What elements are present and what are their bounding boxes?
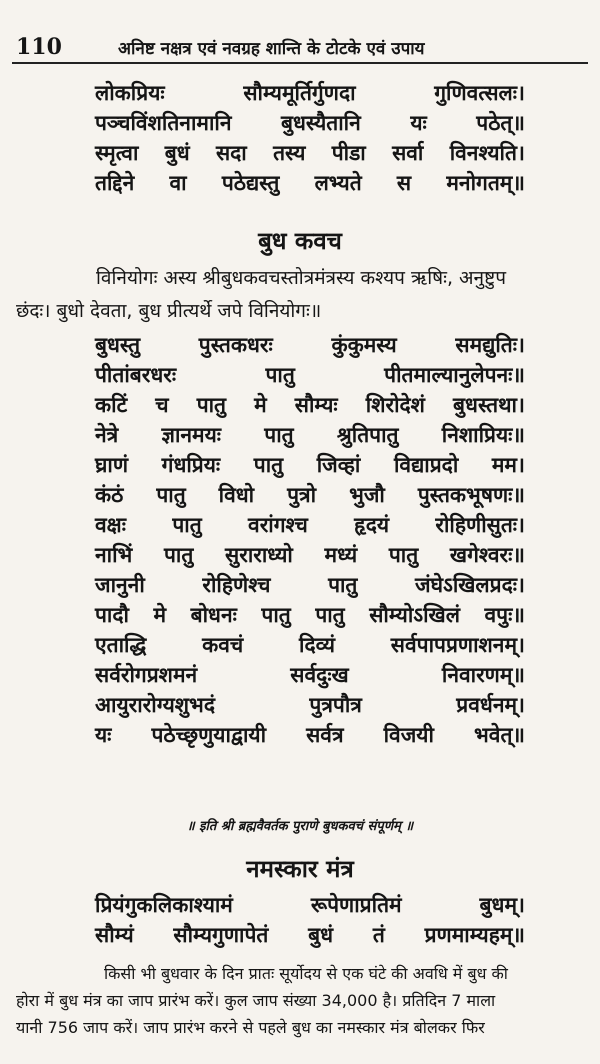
verse-word: कवचं: [202, 633, 244, 657]
verse-line: [95, 720, 525, 750]
verse-line: [95, 78, 525, 108]
verse-word: पठेत्॥: [476, 111, 525, 135]
verse-word: कंठं: [95, 483, 124, 507]
instructions-line-2: होरा में बुध मंत्र का जाप प्रारंभ करें। कुल जाप संख्या 34,000 है। प्रतिदिन 7 माला: [16, 991, 496, 1010]
verse-block-names: [95, 78, 525, 198]
verse-word: समद्युतिः।: [455, 333, 525, 357]
colophon: ॥ इति श्री ब्रह्मवैवर्तक पुराणे बुधकवचं संपूर्णम् ॥: [186, 819, 414, 834]
verse-line: [95, 138, 525, 168]
verse-word: निवारणम्॥: [441, 663, 525, 687]
verse-word: सुराराध्यो: [225, 543, 293, 567]
verse-word: पुत्रपौत्र: [309, 693, 362, 717]
verse-word: सौम्यमूर्तिर्गुणदा: [243, 81, 356, 105]
verse-word: रोहिणेश्च: [202, 573, 271, 597]
page-number: 110: [16, 34, 62, 60]
verse-word: सौम्यः: [294, 393, 338, 417]
verse-line: [95, 890, 525, 920]
verse-block-kavach: [95, 330, 525, 750]
verse-word: प्रियंगुकलिकाश्यामं: [95, 893, 233, 917]
instructions-line-3: यानी 756 जाप करें। जाप प्रारंभ करने से पहले बुध का नमस्कार मंत्र बोलकर फिर: [16, 1018, 485, 1037]
verse-word: रूपेणाप्रतिमं: [310, 893, 402, 917]
verse-word: बुधस्तथा।: [453, 393, 525, 417]
verse-word: बोधनः: [190, 603, 237, 627]
verse-word: पातु: [156, 483, 186, 507]
verse-word: यः: [410, 111, 427, 135]
verse-word: सर्वत्र: [306, 723, 344, 747]
verse-line: [95, 450, 525, 480]
verse-word: स्मृत्वा: [95, 141, 139, 165]
verse-word: एताद्धि: [95, 633, 147, 657]
verse-line: [95, 630, 525, 660]
verse-word: मनोगतम्॥: [446, 171, 525, 195]
instructions-paragraph: [16, 960, 596, 1041]
running-title: अनिष्ट नक्षत्र एवं नवग्रह शान्ति के टोटके एवं उपाय: [118, 39, 425, 59]
viniyog-line-2: छंदः। बुधो देवता, बुध प्रीत्यर्थे जपे विनियोगः॥: [16, 300, 322, 322]
verse-word: गुणिवत्सलः।: [434, 81, 525, 105]
header-rule: [12, 62, 588, 64]
verse-line: [95, 168, 525, 198]
verse-word: पीतांबरधरः: [95, 363, 177, 387]
verse-word: नेत्रे: [95, 423, 119, 447]
verse-word: मध्यं: [324, 543, 358, 567]
verse-word: श्रुतिपातु: [336, 423, 399, 447]
verse-word: पातु: [388, 543, 419, 567]
verse-word: पातु: [253, 453, 284, 477]
verse-word: हृदयं: [354, 513, 390, 537]
verse-word: सदा: [215, 141, 247, 165]
verse-word: पातु: [264, 423, 294, 447]
verse-word: पातु: [164, 543, 194, 567]
verse-word: पादौ: [95, 603, 129, 627]
verse-word: सर्वदुःख: [290, 663, 349, 687]
verse-word: बुधं: [308, 923, 334, 947]
verse-word: बुधं: [164, 141, 190, 165]
verse-word: नाभिं: [95, 543, 133, 567]
verse-word: जिव्हां: [316, 453, 361, 477]
instructions-line-1: किसी भी बुधवार के दिन प्रातः सूर्योदय से एक घंटे की अवधि में बुध की: [104, 964, 508, 983]
verse-line: [95, 108, 525, 138]
verse-word: विजयी: [383, 723, 434, 747]
verse-word: तं: [372, 923, 385, 947]
verse-word: पठेद्यस्तु: [221, 171, 280, 195]
verse-word: तस्य: [273, 141, 306, 165]
verse-word: पीतमाल्यानुलेपनः॥: [384, 363, 525, 387]
verse-word: च: [155, 393, 169, 417]
verse-word: वपुः॥: [484, 603, 525, 627]
verse-word: सर्वा: [392, 141, 424, 165]
verse-word: जंघेऽखिलप्रदः।: [415, 573, 525, 597]
verse-word: कटिं: [95, 393, 128, 417]
verse-word: पातु: [328, 573, 358, 597]
verse-word: लोकप्रियः: [95, 81, 165, 105]
verse-line: [95, 540, 525, 570]
verse-word: शिरोदेशं: [365, 393, 425, 417]
verse-word: आयुरारोग्यशुभदं: [95, 693, 215, 717]
verse-word: पुत्रो: [287, 483, 317, 507]
verse-word: पठेच्छृणुयाद्वायी: [151, 723, 267, 747]
verse-word: बुधस्यैतानि: [281, 111, 361, 135]
verse-word: वा: [169, 171, 187, 195]
verse-word: सर्वरोगप्रशमनं: [95, 663, 198, 687]
verse-word: खगेश्वरः॥: [449, 543, 525, 567]
verse-word: प्रणमाम्यहम्॥: [424, 923, 525, 947]
verse-line: [95, 690, 525, 720]
verse-word: रोहिणीसुतः।: [435, 513, 525, 537]
verse-word: सौम्यं: [95, 923, 134, 947]
verse-word: भवेत्॥: [474, 723, 525, 747]
verse-word: निशाप्रियः॥: [441, 423, 525, 447]
verse-line: [95, 420, 525, 450]
verse-word: विनश्यति।: [449, 141, 525, 165]
verse-word: सौम्यगुणापेतं: [173, 923, 269, 947]
verse-word: जानुनी: [95, 573, 145, 597]
verse-word: कुंकुमस्य: [331, 333, 397, 357]
verse-word: पातु: [315, 603, 345, 627]
verse-word: स: [396, 171, 412, 195]
verse-block-namaskar: [95, 890, 525, 950]
verse-word: भुजौ: [349, 483, 385, 507]
viniyog-paragraph: [16, 262, 586, 328]
verse-word: बुधस्तु: [95, 333, 141, 357]
verse-word: मे: [153, 603, 167, 627]
verse-word: सौम्योऽखिलं: [369, 603, 460, 627]
verse-line: [95, 360, 525, 390]
viniyog-line-1: विनियोगः अस्य श्रीबुधकवचस्तोत्रमंत्रस्य कश्यप ऋषिः, अनुष्टुप: [96, 267, 506, 289]
verse-word: मम।: [491, 453, 525, 477]
verse-word: पुस्तकधरः: [198, 333, 273, 357]
verse-word: घ्राणं: [95, 453, 129, 477]
verse-word: पातु: [172, 513, 202, 537]
verse-word: सर्वपापप्रणाशनम्।: [390, 633, 525, 657]
verse-word: पातु: [196, 393, 227, 417]
page-header: [0, 0, 600, 62]
verse-word: लभ्यते: [314, 171, 362, 195]
verse-word: वरांगश्च: [248, 513, 308, 537]
verse-line: [95, 330, 525, 360]
verse-word: पञ्चविंशतिनामानि: [95, 111, 232, 135]
namaskar-heading: नमस्कार मंत्र: [246, 855, 354, 883]
verse-word: पातु: [261, 603, 291, 627]
verse-word: पातु: [265, 363, 295, 387]
verse-word: विधो: [218, 483, 255, 507]
verse-line: [95, 920, 525, 950]
verse-word: बुधम्।: [479, 893, 525, 917]
verse-word: वक्षः: [95, 513, 126, 537]
verse-word: पीडा: [331, 141, 366, 165]
verse-word: ज्ञानमयः: [161, 423, 222, 447]
verse-line: [95, 600, 525, 630]
verse-line: [95, 570, 525, 600]
verse-word: यः: [95, 723, 112, 747]
verse-line: [95, 390, 525, 420]
verse-word: तद्दिने: [95, 171, 135, 195]
verse-word: विद्याप्रदो: [393, 453, 459, 477]
verse-word: दिव्यं: [299, 633, 335, 657]
verse-word: मे: [254, 393, 267, 417]
verse-line: [95, 660, 525, 690]
verse-line: [95, 510, 525, 540]
verse-word: पुस्तकभूषणः॥: [417, 483, 525, 507]
verse-word: गंधप्रियः: [161, 453, 221, 477]
verse-line: [95, 480, 525, 510]
kavach-heading: बुध कवच: [258, 227, 342, 255]
verse-word: प्रवर्धनम्।: [456, 693, 525, 717]
